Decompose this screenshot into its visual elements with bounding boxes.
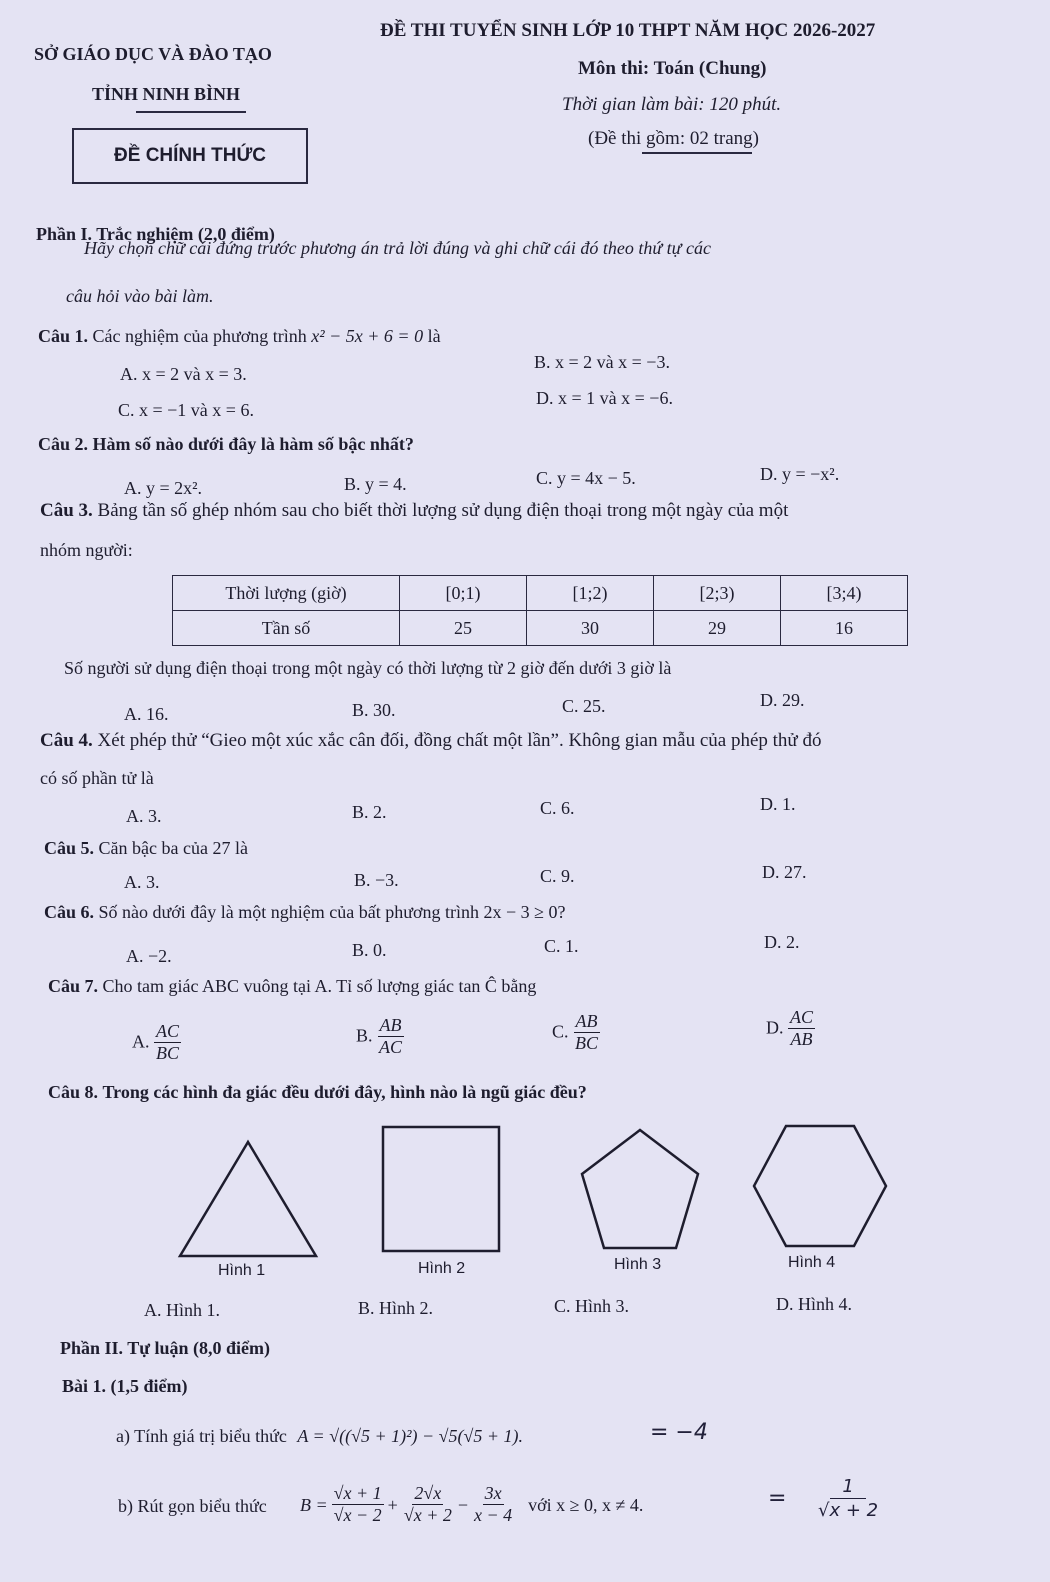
square-figure <box>380 1124 504 1256</box>
q7-label: Câu 7. <box>48 976 99 996</box>
fraction-numerator: 2√x <box>414 1483 442 1503</box>
fraction-denominator: √x − 2 <box>333 1504 382 1525</box>
table-cell: [2;3) <box>654 576 781 611</box>
table-header-cell: Tần số <box>173 611 400 646</box>
q8-stem <box>48 1082 587 1103</box>
q2-option-a: A. y = 2x². <box>124 478 203 498</box>
q8-option-d: D. Hình 4. <box>776 1294 852 1314</box>
q2-stem <box>38 434 414 455</box>
q6-label: Câu 6. <box>44 902 95 922</box>
q4-text-line1: Xét phép thử “Gieo một xúc xắc cân đối, đồng chất một lần”. Không gian mẫu của phép thử đó <box>97 730 822 751</box>
pentagon-figure <box>578 1126 702 1254</box>
q6-option-d: D. 2. <box>764 932 800 952</box>
q5-option-a: A. 3. <box>124 872 160 892</box>
table-row <box>173 611 908 646</box>
header-underline <box>136 111 246 113</box>
fraction-denominator: x − 4 <box>474 1504 513 1525</box>
q4-option-c: C. 6. <box>540 798 575 818</box>
q1-suffix: là <box>427 326 441 346</box>
q7-option-b-letter: B. <box>356 1025 373 1046</box>
q4-option-d: D. 1. <box>760 794 796 814</box>
q8-option-a: A. Hình 1. <box>144 1300 220 1320</box>
q4-stem-line1 <box>40 730 821 752</box>
q4-option-b: B. 2. <box>352 802 387 822</box>
part1-instruction-line1: Hãy chọn chữ cái đứng trước phương án trả lời đúng và ghi chữ cái đó theo thứ tự các <box>84 238 711 258</box>
fig3-caption: Hình 3 <box>614 1256 662 1273</box>
bai1-b-text: b) Rút gọn biểu thức <box>118 1496 267 1516</box>
official-stamp-box: ĐỀ CHÍNH THỨC <box>72 128 308 184</box>
table-cell: [3;4) <box>781 576 908 611</box>
frequency-table <box>172 575 908 646</box>
bai1-b-expression: B = $\frac{√x + 1}{√x - 2}$ + $\frac{2√x}{√x + 2}$ − $\frac{3x}{x - 4}$ với x ≥ 0, x ≠ 4. <box>300 1483 644 1525</box>
q6-option-c: C. 1. <box>544 936 579 956</box>
q1-option-a: A. x = 2 và x = 3. <box>120 364 247 384</box>
q3-option-c: C. 25. <box>562 696 606 716</box>
q5-option-c: C. 9. <box>540 866 575 886</box>
q1-option-c: C. x = −1 và x = 6. <box>118 400 254 420</box>
q7-option-a-fraction <box>154 1022 181 1064</box>
fraction-numerator: AB <box>379 1015 402 1035</box>
fraction-2 <box>402 1484 454 1526</box>
fraction-numerator: √x + 1 <box>333 1483 382 1503</box>
q7-option-a <box>132 1022 181 1064</box>
q3-stem-line1 <box>40 500 788 522</box>
fraction-denominator: BC <box>156 1042 180 1063</box>
bai1-a-expression: A = √((√5 + 1)²) − √5(√5 + 1). <box>297 1426 524 1446</box>
q5-text: Căn bậc ba của 27 là <box>98 838 248 858</box>
q3-stem-line2: nhóm người: <box>40 540 133 560</box>
q3-option-b: B. 30. <box>352 700 396 720</box>
q2-label: Câu 2. <box>38 434 89 454</box>
q2-option-c: C. y = 4x − 5. <box>536 468 636 488</box>
q7-option-d-fraction <box>788 1008 815 1050</box>
table-cell: 25 <box>400 611 527 646</box>
q1-equation: x² − 5x + 6 = 0 <box>311 326 424 346</box>
fraction-3 <box>472 1484 514 1526</box>
part1-instruction-line2: câu hỏi vào bài làm. <box>66 286 214 306</box>
q8-text: Trong các hình đa giác đều dưới đây, hình nào là ngũ giác đều? <box>102 1082 587 1102</box>
part1-title: Phần I. Trắc nghiệm (2,0 điểm) <box>36 224 275 244</box>
table-cell: 29 <box>654 611 781 646</box>
q8-label: Câu 8. <box>48 1082 99 1102</box>
table-cell: [1;2) <box>527 576 654 611</box>
q7-stem <box>48 976 536 997</box>
q5-option-d: D. 27. <box>762 862 807 882</box>
q4-option-a: A. 3. <box>126 806 162 826</box>
handwritten-answer-b <box>818 1476 878 1522</box>
bai1-part-b <box>118 1496 267 1517</box>
table-cell: 30 <box>527 611 654 646</box>
exam-subject: Môn thi: Toán (Chung) <box>578 58 767 79</box>
q3-option-a: A. 16. <box>124 704 169 724</box>
fraction-denominator: AC <box>379 1036 403 1057</box>
q3-option-d: D. 29. <box>760 690 805 710</box>
fraction-denominator: AB <box>790 1028 813 1049</box>
q1-option-d: D. x = 1 và x = −6. <box>536 388 673 408</box>
table-header-cell: Thời lượng (giờ) <box>173 576 400 611</box>
q6-stem <box>44 902 566 923</box>
q1-option-b: B. x = 2 và x = −3. <box>534 352 670 372</box>
q3-label: Câu 3. <box>40 500 93 521</box>
bai1-title: Bài 1. (1,5 điểm) <box>62 1376 188 1396</box>
q7-option-d-letter: D. <box>766 1017 784 1038</box>
hexagon-figure <box>750 1122 890 1252</box>
q6-text: Số nào dưới đây là một nghiệm của bất phương trình 2x − 3 ≥ 0? <box>98 902 566 922</box>
q5-stem <box>44 838 248 859</box>
q7-text: Cho tam giác ABC vuông tại A. Tỉ số lượng giác tan Ĉ bằng <box>102 976 537 996</box>
handwritten-answer-a: = −4 <box>650 1420 708 1445</box>
fraction-denominator: BC <box>575 1032 599 1053</box>
fig4-caption: Hình 4 <box>788 1254 836 1271</box>
exam-title: ĐỀ THI TUYỂN SINH LỚP 10 THPT NĂM HỌC 2026-2027 <box>380 20 876 41</box>
header-underline-right <box>642 152 752 154</box>
q7-option-d <box>766 1008 815 1050</box>
q4-label: Câu 4. <box>40 730 93 751</box>
handwritten-denominator: √x + 2 <box>818 1499 879 1521</box>
fraction-denominator: √x + 2 <box>403 1504 452 1525</box>
province-name: TỈNH NINH BÌNH <box>92 84 241 104</box>
q8-option-b: B. Hình 2. <box>358 1298 434 1318</box>
q1-text: Các nghiệm của phương trình <box>92 326 307 346</box>
bai1-part-a <box>116 1426 523 1447</box>
q7-option-b-fraction <box>377 1016 404 1058</box>
exam-pages-note: (Đề thi gồm: 02 trang) <box>588 128 759 149</box>
bai1-b-condition: với x ≥ 0, x ≠ 4. <box>528 1494 644 1515</box>
q7-option-b <box>356 1016 404 1058</box>
table-cell: 16 <box>781 611 908 646</box>
q5-option-b: B. −3. <box>354 870 399 890</box>
bai1-b-lhs: B = <box>300 1494 328 1515</box>
table-cell: [0;1) <box>400 576 527 611</box>
q7-option-c-letter: C. <box>552 1021 569 1042</box>
q8-option-c: C. Hình 3. <box>554 1296 630 1316</box>
q7-option-a-letter: A. <box>132 1031 150 1052</box>
q2-option-b: B. y = 4. <box>344 474 407 494</box>
q5-label: Câu 5. <box>44 838 95 858</box>
q7-option-c-fraction <box>573 1012 600 1054</box>
q7-option-c <box>552 1012 600 1054</box>
fraction-numerator: 3x <box>484 1483 502 1503</box>
exam-duration: Thời gian làm bài: 120 phút. <box>562 94 782 115</box>
fraction-numerator: AC <box>790 1007 814 1027</box>
q1-stem <box>38 326 441 347</box>
q6-option-b: B. 0. <box>352 940 387 960</box>
triangle-figure <box>176 1138 320 1260</box>
q3-text-line1: Bảng tần số ghép nhóm sau cho biết thời lượng sử dụng điện thoại trong một ngày của một <box>97 500 789 521</box>
q1-label: Câu 1. <box>38 326 89 346</box>
q4-stem-line2: có số phần tử là <box>40 768 154 788</box>
table-row <box>173 576 908 611</box>
fraction-1 <box>332 1484 384 1526</box>
q6-option-a: A. −2. <box>126 946 172 966</box>
fig1-caption: Hình 1 <box>218 1262 266 1279</box>
fraction-numerator: AB <box>575 1011 598 1031</box>
q3-question: Số người sử dụng điện thoại trong một ngày có thời lượng từ 2 giờ đến dưới 3 giờ là <box>64 658 672 678</box>
handwritten-numerator: 1 <box>830 1476 865 1499</box>
fig2-caption: Hình 2 <box>418 1260 466 1277</box>
part2-title: Phần II. Tự luận (8,0 điểm) <box>60 1338 271 1358</box>
bai1-a-text: a) Tính giá trị biểu thức <box>116 1426 287 1446</box>
q2-text: Hàm số nào dưới đây là hàm số bậc nhất? <box>92 434 414 454</box>
department-name: SỞ GIÁO DỤC VÀ ĐÀO TẠO <box>34 44 272 64</box>
handwritten-equals: = <box>768 1486 787 1511</box>
q2-option-d: D. y = −x². <box>760 464 840 484</box>
fraction-numerator: AC <box>156 1021 180 1041</box>
